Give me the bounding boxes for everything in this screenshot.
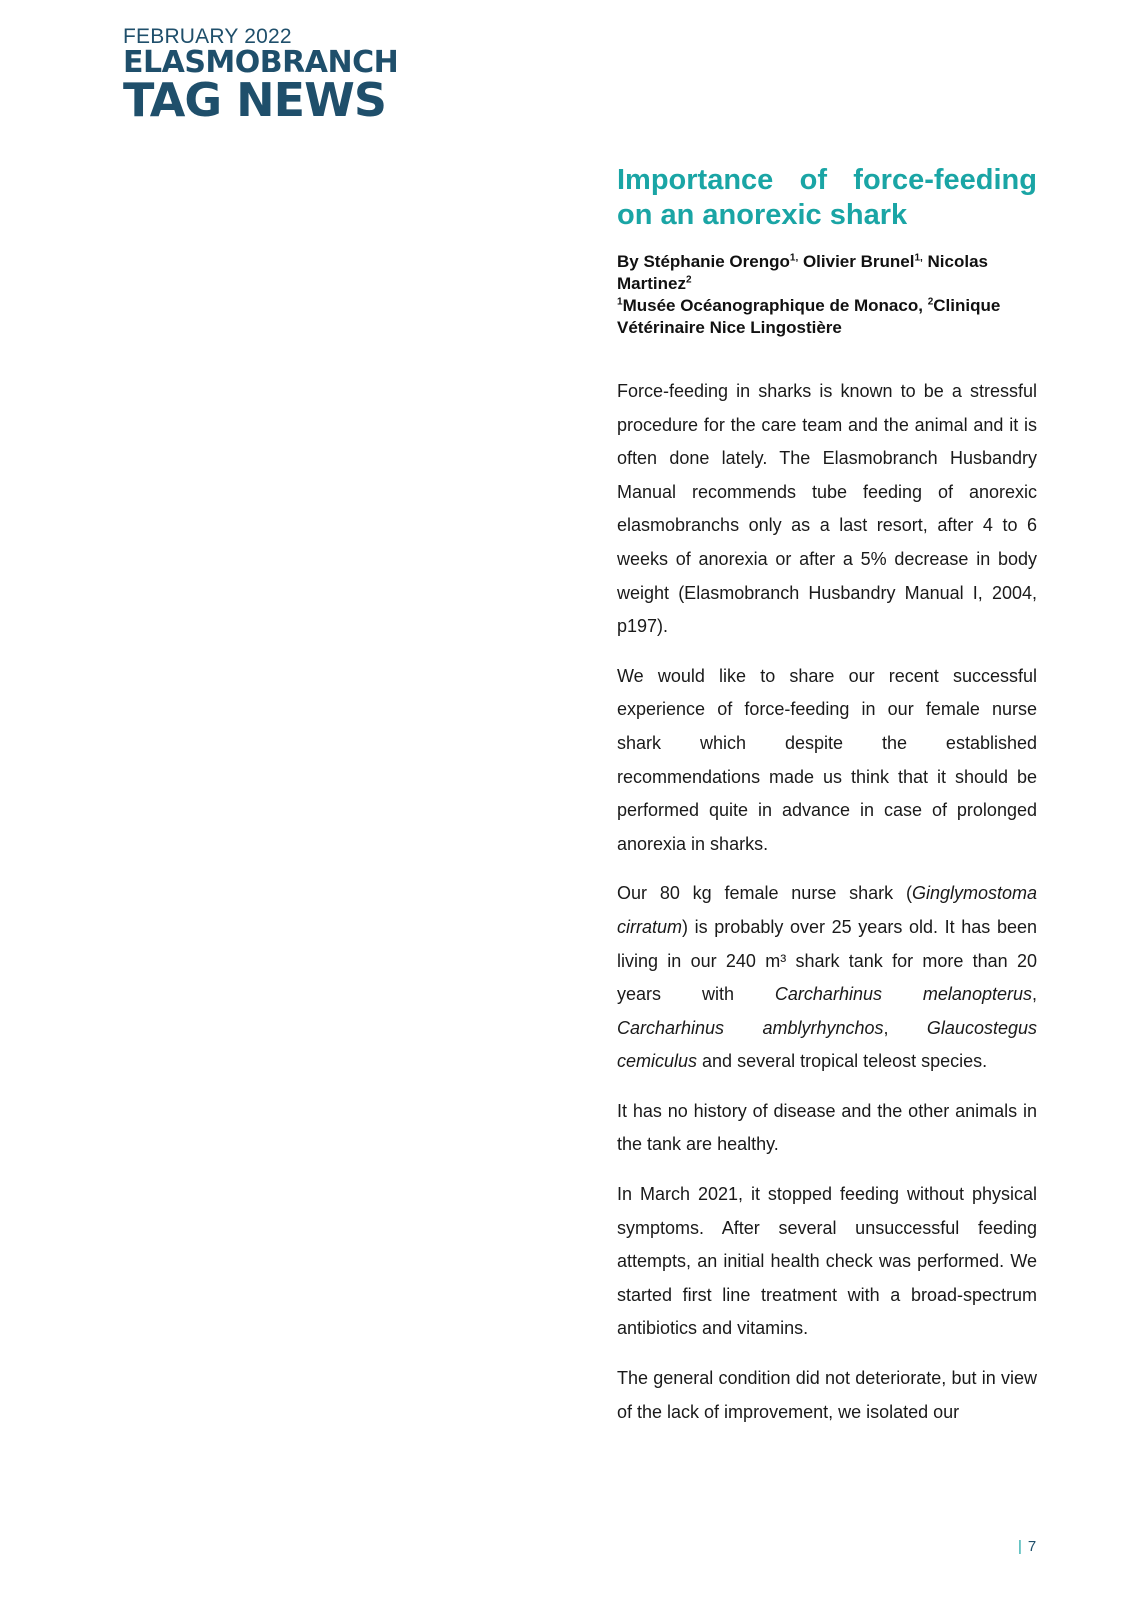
- paragraph: In March 2021, it stopped feeding without physical symptoms. After several unsuccessful feeding attempts, an initial health check was performed. We started first line treatment with a broad-spectrum antibiotics and vitamins.: [617, 1184, 1037, 1339]
- affiliation-mark: 1: [617, 296, 623, 308]
- article: [617, 163, 1037, 1445]
- author-affiliation-mark: 1,: [914, 252, 923, 264]
- species-name: Ginglymostoma cirratum: [617, 883, 1037, 937]
- species-name: Glaucostegus cemiculus: [617, 1017, 1037, 1072]
- article-byline: [617, 251, 1037, 339]
- species-name: Carcharhinus melanopterus: [774, 984, 1032, 1005]
- paragraph: [617, 877, 1037, 1079]
- publication-name-line2: TAG NEWS: [123, 73, 386, 127]
- author-name: Olivier Brunel: [798, 252, 915, 271]
- affiliation: Clinique Vétérinaire Nice Lingostière: [617, 296, 1001, 337]
- publication-name-line1: ELASMOBRANCH: [123, 45, 399, 80]
- paragraph-text: ,: [883, 1017, 927, 1038]
- byline-prefix: By: [617, 252, 644, 271]
- author-name: Stéphanie Orengo: [643, 252, 790, 271]
- paragraph: We would like to share our recent successful experience of force-feeding in our female nurse shark which despite the established recommendations made us think that it should be performed quite in advance in case of prolonged anorexia in sharks.: [617, 665, 1037, 854]
- paragraph: The general condition did not deteriorate, but in view of the lack of improvement, we isolated our: [617, 1368, 1037, 1422]
- affiliation-mark: 2: [927, 296, 934, 308]
- page-number-separator: |: [1018, 1538, 1022, 1555]
- author-name: Nicolas Martinez: [617, 252, 988, 293]
- author-affiliation-mark: 1,: [789, 252, 799, 264]
- article-body: [617, 375, 1037, 1429]
- paragraph-text: ) is probably over 25 years old. It has been living in our 240 m³ shark tank for more than 20 years with: [617, 916, 1037, 1005]
- paragraph-text: and several tropical teleost species.: [697, 1051, 988, 1072]
- issue-date: FEBRUARY 2022: [123, 25, 292, 48]
- paragraph: Force-feeding in sharks is known to be a stressful procedure for the care team and the animal and it is often done lately. The Elasmobranch Husbandry Manual recommends tube feeding of anorexic elasmobranchs only as a last resort, after 4 to 6 weeks of anorexia or after a 5% decrease in body weight (Elasmobranch Husbandry Manual I, 2004, p197).: [617, 381, 1037, 637]
- article-title: Importance of force-feeding on an anorexic shark: [617, 164, 1037, 231]
- page-number: [1018, 1538, 1036, 1555]
- species-name: Carcharhinus amblyrhynchos: [617, 1017, 884, 1038]
- author-affiliation-mark: 2: [685, 274, 692, 286]
- affiliation: Musée Océanographique de Monaco,: [622, 296, 928, 315]
- paragraph-text: Our 80 kg female nurse shark (: [617, 883, 912, 904]
- paragraph-text: ,: [1031, 984, 1037, 1005]
- paragraph: It has no history of disease and the other animals in the tank are healthy.: [617, 1100, 1037, 1155]
- page-number-value: 7: [1027, 1538, 1037, 1555]
- masthead: [123, 25, 399, 127]
